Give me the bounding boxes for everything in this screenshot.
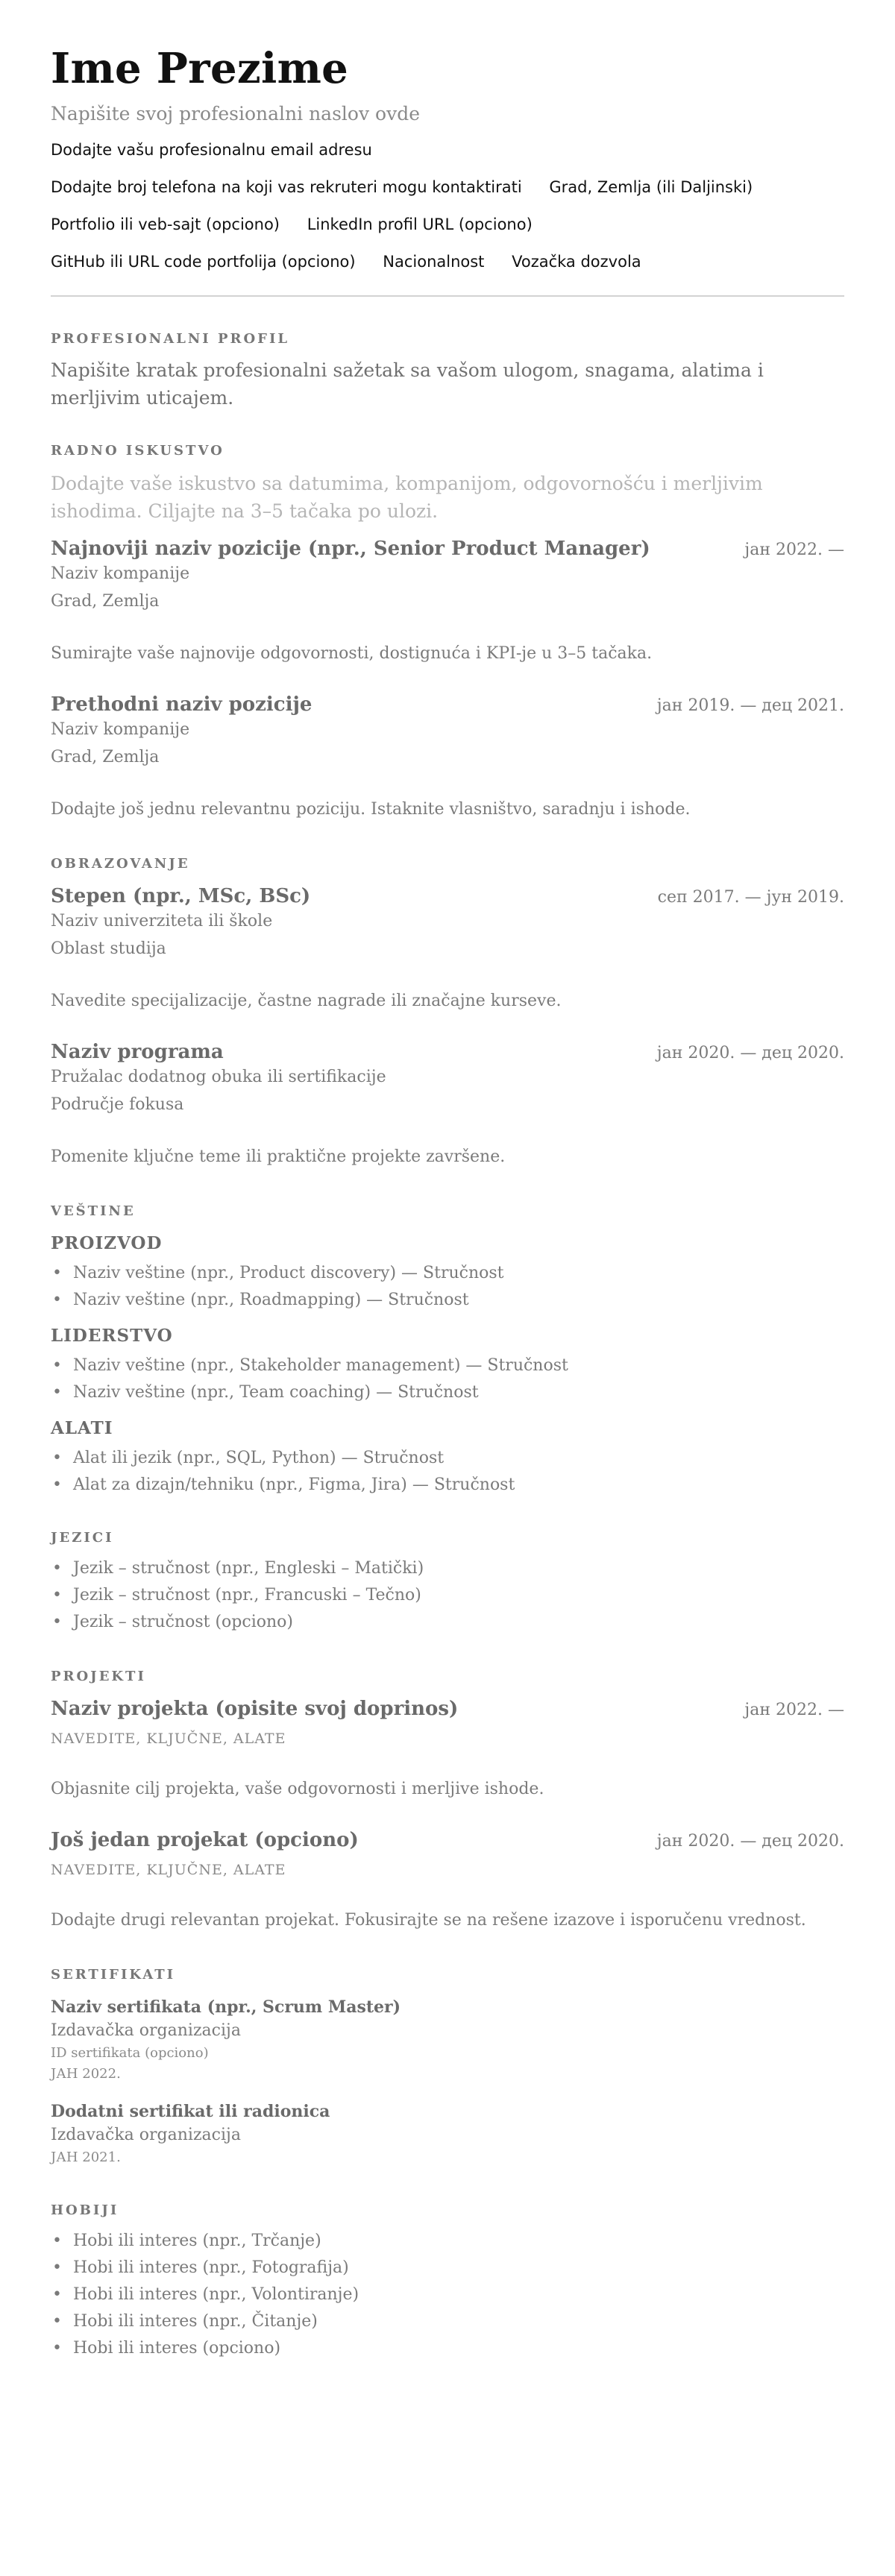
professional-headline: Napišite svoj profesionalni naslov ovde xyxy=(51,103,420,125)
experience-intro: Dodajte vaše iskustvo sa datumima, kompanijom, odgovornošću i merljivim ishodima. Ciljajte na 3–5 tačaka po ulozi. xyxy=(51,473,763,522)
skill-item: • Naziv veštine (npr., Roadmapping) — Stručnost xyxy=(73,1287,844,1314)
job-description: Dodajte još jednu relevantnu poziciju. Istaknite vlasništvo, saradnju i ishode. xyxy=(51,800,691,819)
job-location: Grad, Zemlja xyxy=(51,592,160,611)
drivers-license-contact: Vozačka dozvola xyxy=(512,253,641,271)
github-contact: GitHub ili URL code portfolija (opciono) xyxy=(51,253,356,271)
experience-entry xyxy=(51,691,844,822)
profile-summary: Napišite kratak profesionalni sažetak sa vašom ulogom, snagama, alatima i merljivim uticajem. xyxy=(51,359,764,409)
education-section xyxy=(51,854,844,1169)
section-title-profile: PROFESIONALNI PROFIL xyxy=(51,331,290,347)
education-entry xyxy=(51,1039,844,1169)
certificate-title: Naziv sertifikata (npr., Scrum Master) xyxy=(51,1997,401,2017)
certificate-issuer: Izdavačka organizacija xyxy=(51,2126,241,2144)
profile-section xyxy=(51,330,844,412)
contact-block xyxy=(51,139,844,273)
certificate-issuer: Izdavačka organizacija xyxy=(51,2021,241,2040)
skill-item: • Alat ili jezik (npr., SQL, Python) — Stručnost xyxy=(73,1445,844,1472)
skill-group-title: PROIZVOD xyxy=(51,1233,163,1253)
project-entry xyxy=(51,1827,844,1933)
program-title: Naziv programa xyxy=(51,1041,224,1063)
project-title: Naziv projekta (opisite svoj doprinos) xyxy=(51,1698,459,1720)
degree-title: Stepen (npr., MSc, BSc) xyxy=(51,885,311,907)
project-tags: NAVEDITE, KLJUČNE, ALATE xyxy=(51,1731,286,1747)
contact-row xyxy=(51,251,844,273)
linkedin-contact: LinkedIn profil URL (opciono) xyxy=(307,215,533,233)
project-date: јан 2020. — дец 2020. xyxy=(656,1832,844,1851)
certificates-section xyxy=(51,1965,844,2168)
provider-name: Pružalac dodatnog obuka ili sertifikacije xyxy=(51,1068,386,1086)
header-divider xyxy=(51,295,844,297)
experience-section xyxy=(51,441,844,822)
contact-row xyxy=(51,139,844,161)
projects-section xyxy=(51,1667,844,1933)
section-title-projects: PROJEKTI xyxy=(51,1669,146,1684)
certificate-entry xyxy=(51,1995,844,2085)
education-date: јан 2020. — дец 2020. xyxy=(656,1044,844,1062)
skill-group-title: ALATI xyxy=(51,1418,113,1438)
hobbies-section xyxy=(51,2201,844,2362)
project-description: Objasnite cilj projekta, vaše odgovornosti i merljive ishode. xyxy=(51,1780,544,1798)
job-date: јан 2019. — дец 2021. xyxy=(656,696,844,715)
section-title-education: OBRAZOVANJE xyxy=(51,856,190,872)
full-name: Ime Prezime xyxy=(51,44,349,93)
project-description: Dodajte drugi relevantan projekat. Fokusirajte se na rešene izazove i isporučenu vrednost. xyxy=(51,1911,806,1930)
skill-group-title: LIDERSTVO xyxy=(51,1326,173,1346)
section-title-experience: RADNO ISKUSTVO xyxy=(51,443,224,459)
project-tags: NAVEDITE, KLJUČNE, ALATE xyxy=(51,1862,286,1878)
hobby-item: • Hobi ili interes (opciono) xyxy=(73,2335,844,2362)
skill-group xyxy=(51,1417,844,1499)
nationality-contact: Nacionalnost xyxy=(383,253,485,271)
focus-area: Područje fokusa xyxy=(51,1095,184,1114)
email-contact: Dodajte vašu profesionalnu email adresu xyxy=(51,141,372,159)
company-name: Naziv kompanije xyxy=(51,720,190,739)
project-title: Još jedan projekat (opciono) xyxy=(51,1829,359,1851)
skills-section xyxy=(51,1202,844,1499)
field-of-study: Oblast studija xyxy=(51,939,166,958)
certificate-id: ID sertifikata (opciono) xyxy=(51,2045,209,2061)
hobby-item: • Hobi ili interes (npr., Trčanje) xyxy=(73,2228,844,2255)
certificate-date: ЈАН 2022. xyxy=(51,2066,121,2082)
skill-item: • Naziv veštine (npr., Team coaching) — Stručnost xyxy=(73,1379,844,1406)
section-title-skills: VEŠTINE xyxy=(51,1203,136,1219)
section-title-certificates: SERTIFIKATI xyxy=(51,1967,176,1983)
contact-row xyxy=(51,213,844,236)
language-item: • Jezik – stručnost (opciono) xyxy=(73,1609,844,1636)
portfolio-contact: Portfolio ili veb-sajt (opciono) xyxy=(51,215,280,233)
certificate-entry xyxy=(51,2100,844,2168)
education-description: Pomenite ključne teme ili praktične projekte završene. xyxy=(51,1147,506,1166)
section-title-languages: JEZICI xyxy=(51,1530,114,1546)
education-description: Navedite specijalizacije, častne nagrade ili značajne kurseve. xyxy=(51,992,562,1010)
job-description: Sumirajte vaše najnovije odgovornosti, dostignuća i KPI-je u 3–5 tačaka. xyxy=(51,644,653,663)
certificate-date: ЈАН 2021. xyxy=(51,2150,121,2165)
skill-group xyxy=(51,1324,844,1406)
section-title-hobbies: HOBIJI xyxy=(51,2202,119,2218)
school-name: Naziv univerziteta ili škole xyxy=(51,912,273,930)
language-item: • Jezik – stručnost (npr., Francuski – Tečno) xyxy=(73,1582,844,1609)
certificate-title: Dodatni sertifikat ili radionica xyxy=(51,2102,330,2121)
skill-item: • Naziv veštine (npr., Stakeholder management) — Stručnost xyxy=(73,1352,844,1379)
education-entry xyxy=(51,883,844,1013)
company-name: Naziv kompanije xyxy=(51,564,190,583)
phone-contact: Dodajte broj telefona na koji vas rekruteri mogu kontaktirati xyxy=(51,178,522,196)
skill-group xyxy=(51,1232,844,1314)
job-location: Grad, Zemlja xyxy=(51,748,160,766)
contact-row xyxy=(51,176,844,198)
hobby-item: • Hobi ili interes (npr., Fotografija) xyxy=(73,2255,844,2281)
job-date: јан 2022. — xyxy=(744,541,844,559)
job-title: Najnoviji naziv pozicije (npr., Senior Product Manager) xyxy=(51,538,650,560)
job-title: Prethodni naziv pozicije xyxy=(51,693,313,716)
project-date: јан 2022. — xyxy=(744,1701,844,1719)
experience-entry xyxy=(51,535,844,666)
hobby-item: • Hobi ili interes (npr., Volontiranje) xyxy=(73,2281,844,2308)
hobby-item: • Hobi ili interes (npr., Čitanje) xyxy=(73,2308,844,2335)
language-item: • Jezik – stručnost (npr., Engleski – Matički) xyxy=(73,1555,844,1582)
education-date: сеп 2017. — јун 2019. xyxy=(657,888,844,907)
skill-item: • Naziv veštine (npr., Product discovery) — Stručnost xyxy=(73,1260,844,1287)
project-entry xyxy=(51,1695,844,1801)
languages-section xyxy=(51,1528,844,1636)
location-contact: Grad, Zemlja (ili Daljinski) xyxy=(549,178,753,196)
skill-item: • Alat za dizajn/tehniku (npr., Figma, Jira) — Stručnost xyxy=(73,1472,844,1499)
